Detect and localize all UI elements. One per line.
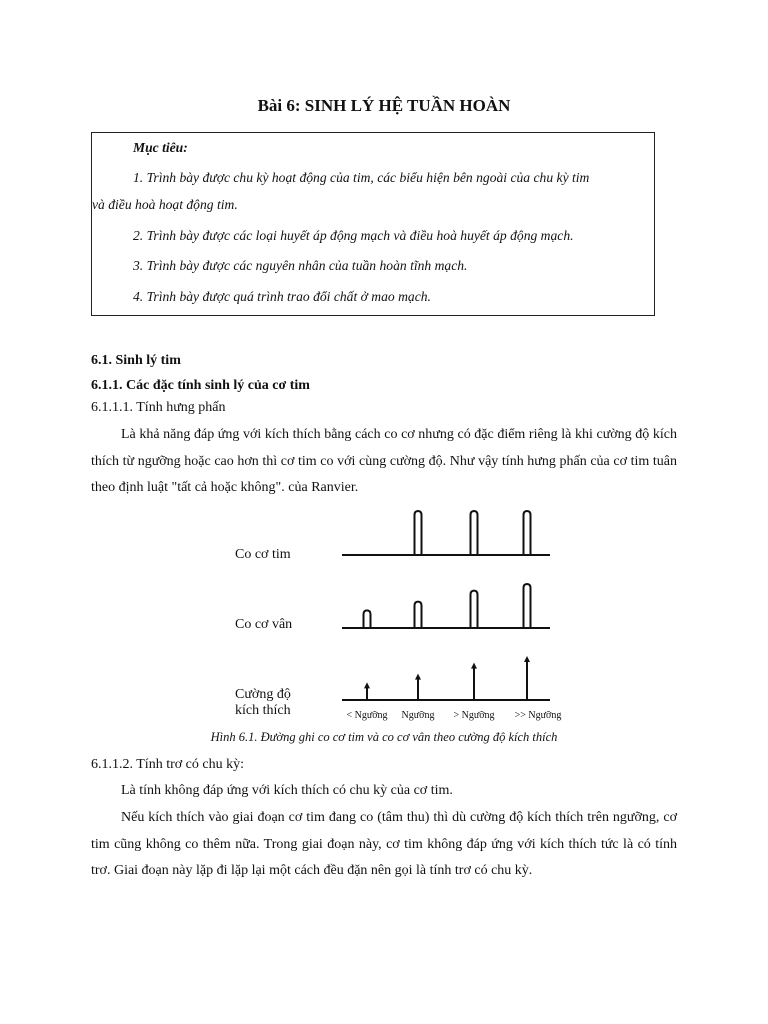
row-label-stimulus-1: Cường độ [235, 687, 291, 702]
threshold-label-above: > Ngưỡng [453, 710, 495, 721]
figure-contraction-recordings [220, 500, 580, 730]
objectives-heading: Mục tiêu: [133, 140, 188, 155]
paragraph-refractory-detail: Nếu kích thích vào giai đoạn cơ tim đang co (tâm thu) thì dù cường độ kích thích trên ngưỡng, cơ tim cũng không co thêm nữa. Trong giai đoạn này, cơ tim không đáp ứng với kích thích tức là có tính trơ. Giai đoạn này lặp đi lặp lại một cách đều đặn nên gọi là tính trơ có chu kỳ. [91, 810, 677, 878]
objective-1-line-1: 1. Trình bày được chu kỳ hoạt động của tim, các biểu hiện bên ngoài của chu kỳ tim [133, 170, 590, 185]
objectives-box [91, 132, 655, 316]
heading-6-1-1-2: 6.1.1.2. Tính trơ có chu kỳ: [91, 757, 244, 772]
skeletal-contraction-peak [524, 584, 531, 628]
row-label-skeletal: Co cơ vân [235, 617, 293, 632]
row-label-stimulus-2: kích thích [235, 703, 291, 718]
heart-contraction-peak [415, 511, 422, 555]
heading-6-1-1-1: 6.1.1.1. Tính hưng phấn [91, 400, 226, 415]
lesson-title: Bài 6: SINH LÝ HỆ TUẦN HOÀN [257, 96, 511, 115]
stimulus-arrow [364, 682, 370, 700]
threshold-label-far-above: >> Ngưỡng [514, 710, 562, 721]
figure-caption: Hình 6.1. Đường ghi co cơ tim và co cơ vân theo cường độ kích thích [210, 730, 558, 744]
stimulus-arrow [471, 663, 477, 700]
objective-2: 2. Trình bày được các loại huyết áp động mạch và điều hoà huyết áp động mạch. [133, 228, 574, 243]
objective-3: 3. Trình bày được các nguyên nhân của tuần hoàn tĩnh mạch. [133, 258, 468, 273]
skeletal-contraction-peak [364, 610, 371, 628]
paragraph-refractory-def: Là tính không đáp ứng với kích thích có chu kỳ của cơ tim. [121, 783, 453, 798]
heading-6-1-1: 6.1.1. Các đặc tính sinh lý của cơ tim [91, 378, 310, 393]
skeletal-contraction-peak [471, 591, 478, 628]
objective-4: 4. Trình bày được quá trình trao đổi chất ở mao mạch. [133, 289, 431, 304]
objective-1-line-2: và điều hoà hoạt động tim. [92, 197, 238, 212]
row-label-heart: Co cơ tim [235, 547, 291, 562]
heart-contraction-peak [471, 511, 478, 555]
stimulus-arrow [415, 674, 421, 700]
paragraph-excitability: Là khả năng đáp ứng với kích thích bằng cách co cơ nhưng có đặc điểm riêng là khi cường độ kích thích từ ngưỡng hoặc cao hơn thì cơ tim co với cùng cường độ. Như vậy tính hưng phấn của cơ tim tuân theo định luật "tất cả hoặc không". của Ranvier. [91, 427, 677, 495]
stimulus-arrow [524, 656, 530, 700]
skeletal-contraction-peak [415, 602, 422, 628]
threshold-label-below: < Ngưỡng [346, 710, 388, 721]
threshold-label-at: Ngưỡng [401, 710, 435, 721]
heart-contraction-peak [524, 511, 531, 555]
heading-6-1: 6.1. Sinh lý tim [91, 353, 181, 368]
